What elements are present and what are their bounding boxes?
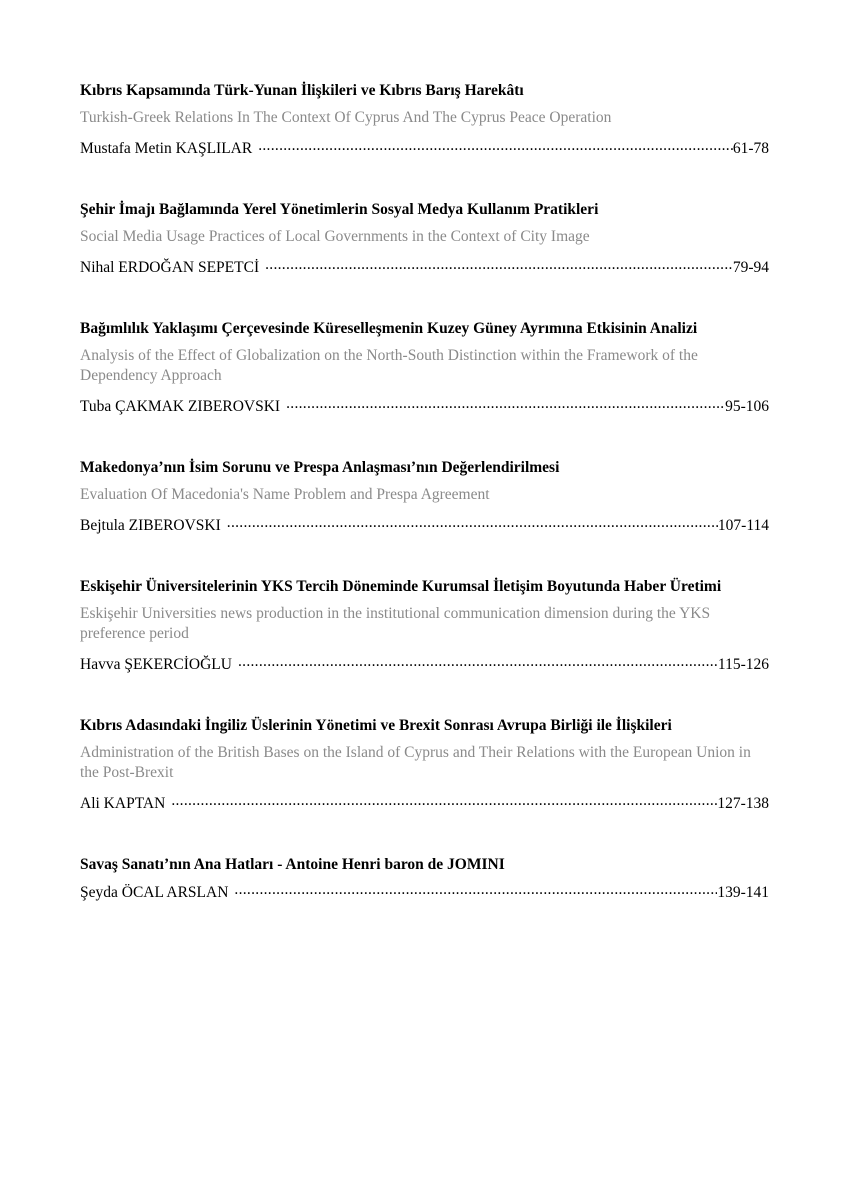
toc-entry-3	[80, 318, 769, 417]
dot-leader	[227, 516, 718, 530]
entry-title: Kıbrıs Kapsamında Türk-Yunan İlişkileri ve Kıbrıs Barış Harekâtı	[80, 82, 524, 99]
entry-author-line	[80, 882, 769, 903]
entry-author-line	[80, 396, 769, 417]
entry-author: Tuba ÇAKMAK ZIBEROVSKI	[80, 398, 281, 415]
entry-pages: 61-78	[732, 140, 769, 157]
entry-author-line	[80, 515, 769, 536]
entry-title: Bağımlılık Yaklaşımı Çerçevesinde Küreselleşmenin Kuzey Güney Ayrımına Etkisinin Analizi	[80, 320, 698, 337]
entry-author: Ali KAPTAN	[80, 795, 166, 812]
entry-author-line	[80, 654, 769, 675]
entry-subtitle: Analysis of the Effect of Globalization on the North-South Distinction within the Framework of the Dependency Approach	[80, 347, 698, 384]
toc-entry-5	[80, 576, 769, 675]
entry-subtitle: Evaluation Of Macedonia's Name Problem and Prespa Agreement	[80, 486, 490, 503]
entry-title: Savaş Sanatı’nın Ana Hatları - Antoine Henri baron de JOMINI	[80, 856, 505, 873]
toc-entry-7	[80, 854, 769, 903]
entry-subtitle: Turkish-Greek Relations In The Context Of Cyprus And The Cyprus Peace Operation	[80, 109, 612, 126]
entry-author: Nihal ERDOĞAN SEPETCİ	[80, 259, 260, 276]
dot-leader	[258, 139, 733, 153]
entry-pages: 107-114	[717, 517, 769, 534]
dot-leader	[171, 794, 717, 808]
entry-author: Bejtula ZIBEROVSKI	[80, 517, 221, 534]
entry-author: Havva ŞEKERCİOĞLU	[80, 656, 232, 673]
entry-pages: 95-106	[725, 398, 769, 415]
entry-author-line	[80, 138, 769, 159]
dot-leader	[238, 655, 718, 669]
entry-title: Kıbrıs Adasındaki İngiliz Üslerinin Yönetimi ve Brexit Sonrası Avrupa Birliği ile İlişkileri	[80, 717, 672, 734]
dot-leader	[265, 258, 733, 272]
entry-pages: 79-94	[732, 259, 769, 276]
entry-subtitle: Social Media Usage Practices of Local Governments in the Context of City Image	[80, 228, 590, 245]
toc-entry-2	[80, 199, 769, 278]
toc-entry-6	[80, 715, 769, 814]
entry-author: Şeyda ÖCAL ARSLAN	[80, 884, 229, 901]
toc-entry-1	[80, 80, 769, 159]
entry-author-line	[80, 793, 769, 814]
entry-pages: 115-126	[717, 656, 769, 673]
entry-author: Mustafa Metin KAŞLILAR	[80, 140, 253, 157]
dot-leader	[234, 883, 717, 897]
entry-pages: 127-138	[717, 795, 769, 812]
dot-leader	[286, 397, 725, 411]
toc-entry-4	[80, 457, 769, 536]
entry-subtitle: Administration of the British Bases on the Island of Cyprus and Their Relations with the European Union in the Post-Brexit	[80, 744, 751, 781]
entry-pages: 139-141	[717, 884, 769, 901]
entry-title: Eskişehir Üniversitelerinin YKS Tercih Döneminde Kurumsal İletişim Boyutunda Haber Üretimi	[80, 578, 722, 595]
table-of-contents	[80, 80, 769, 943]
entry-author-line	[80, 257, 769, 278]
entry-subtitle: Eskişehir Universities news production in the institutional communication dimension during the YKS preference period	[80, 605, 711, 642]
entry-title: Şehir İmajı Bağlamında Yerel Yönetimlerin Sosyal Medya Kullanım Pratikleri	[80, 201, 599, 218]
entry-title: Makedonya’nın İsim Sorunu ve Prespa Anlaşması’nın Değerlendirilmesi	[80, 459, 560, 476]
